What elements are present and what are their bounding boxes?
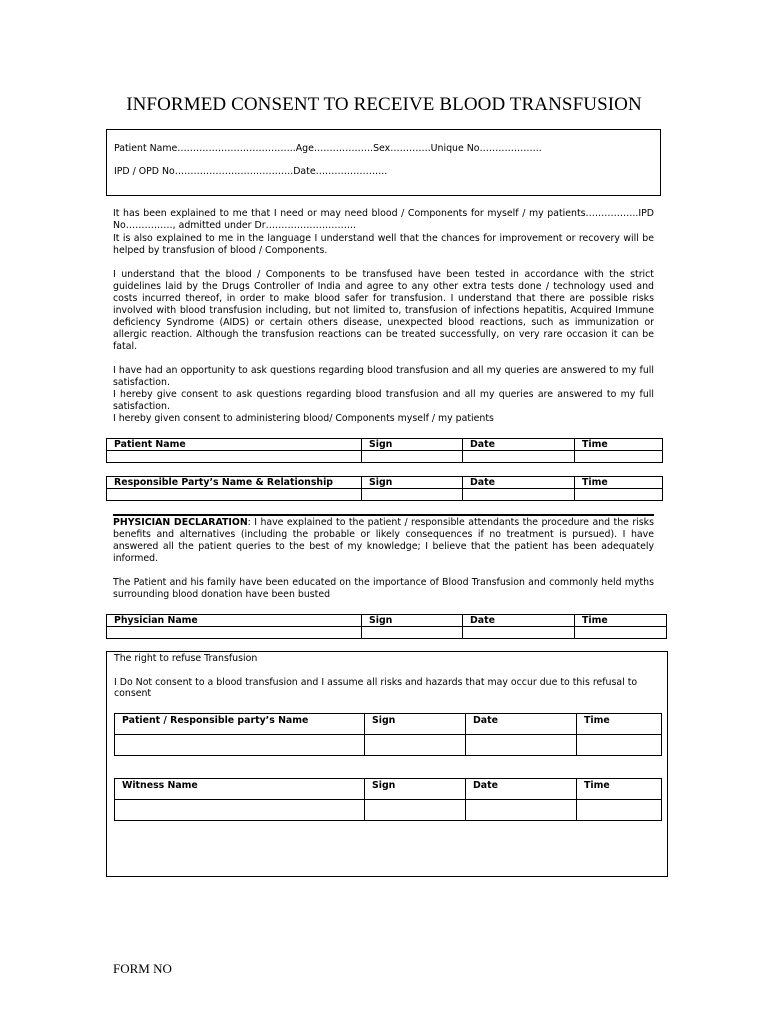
time-cell[interactable] xyxy=(575,627,667,639)
table-row xyxy=(107,627,667,639)
patient-sign-table xyxy=(106,438,663,463)
date-cell[interactable] xyxy=(463,489,575,501)
witness-name-header: Witness Name xyxy=(115,779,365,800)
consent-questions-paragraph: I hereby give consent to ask questions regarding blood transfusion and all my queries are answered to my full satisfaction. xyxy=(113,389,654,412)
sign-cell[interactable] xyxy=(362,489,463,501)
family-education-paragraph: The Patient and his family have been educated on the importance of Blood Transfusion and commonly held myths surrounding blood donation have been busted xyxy=(113,577,654,600)
time-cell[interactable] xyxy=(575,489,663,501)
patient-name-cell[interactable] xyxy=(107,451,362,463)
time-cell[interactable] xyxy=(575,451,663,463)
date-header: Date xyxy=(466,714,577,735)
date-header: Date xyxy=(463,477,575,489)
refusal-name-cell[interactable] xyxy=(115,735,365,756)
table-header-row xyxy=(107,615,667,627)
physician-declaration-heading: PHYSICIAN DECLARATION xyxy=(113,517,248,528)
date-cell[interactable] xyxy=(466,735,577,756)
sign-header: Sign xyxy=(362,477,463,489)
table-header-row xyxy=(115,779,662,800)
table-row xyxy=(107,489,663,501)
form-number: FORM NO xyxy=(113,961,172,976)
physician-sign-table xyxy=(106,614,667,639)
date-header: Date xyxy=(463,615,575,627)
sign-header: Sign xyxy=(362,439,463,451)
sign-cell[interactable] xyxy=(365,800,466,821)
risks-paragraph: I understand that the blood / Components to be transfused have been tested in accordance with the strict guidelines laid by the Drugs Controller of India and agree to any other extra tests done / technology used and costs incurred thereof, in order to make blood safer for transfusion. I understand that there are possible risks involved with blood transfusion including, but not limited to, transfusion of infections hepatitis, Acquired Immune deficiency Syndrome (AIDS) or certain others disease, unexpected blood reactions, such as immunization or allergic reaction. Although the transfusion reactions can be treated successfully, on very rare occasion it can be fatal. xyxy=(113,269,654,352)
patient-name-header: Patient Name xyxy=(107,439,362,451)
time-header: Time xyxy=(577,779,662,800)
date-cell[interactable] xyxy=(463,627,575,639)
patient-details-line-2[interactable]: IPD / OPD No………………………………..Date………………….. xyxy=(114,166,388,177)
responsible-name-header: Responsible Party’s Name & Relationship xyxy=(107,477,362,489)
time-cell[interactable] xyxy=(577,735,662,756)
patient-details-line-1[interactable]: Patient Name………………………………..Age……………….Sex………….Unique No……………….. xyxy=(114,143,542,154)
time-header: Time xyxy=(577,714,662,735)
form-title: INFORMED CONSENT TO RECEIVE BLOOD TRANSFUSION xyxy=(126,94,642,115)
responsible-party-table xyxy=(106,476,663,501)
sign-header: Sign xyxy=(365,779,466,800)
witness-sign-table xyxy=(114,778,662,821)
time-cell[interactable] xyxy=(577,800,662,821)
responsible-name-cell[interactable] xyxy=(107,489,362,501)
consent-administer-paragraph: I hereby given consent to administering blood/ Components myself / my patients xyxy=(113,413,494,424)
refuse-text: I Do Not consent to a blood transfusion and I assume all risks and hazards that may occur due to this refusal to consent xyxy=(114,677,638,699)
table-row xyxy=(115,735,662,756)
physician-name-cell[interactable] xyxy=(107,627,362,639)
time-header: Time xyxy=(575,615,667,627)
refusal-sign-table xyxy=(114,713,662,756)
sign-header: Sign xyxy=(362,615,463,627)
table-header-row xyxy=(115,714,662,735)
date-cell[interactable] xyxy=(466,800,577,821)
table-header-row xyxy=(107,477,663,489)
time-header: Time xyxy=(575,439,663,451)
language-paragraph: It is also explained to me in the language I understand well that the chances for improvement or recovery will be helped by transfusion of blood / Components. xyxy=(113,233,654,256)
section-divider xyxy=(113,514,654,516)
sign-header: Sign xyxy=(365,714,466,735)
date-header: Date xyxy=(466,779,577,800)
sign-cell[interactable] xyxy=(362,451,463,463)
patient-details-box xyxy=(106,129,661,196)
physician-declaration xyxy=(113,517,654,565)
physician-name-header: Physician Name xyxy=(107,615,362,627)
time-header: Time xyxy=(575,477,663,489)
refuse-heading: The right to refuse Transfusion xyxy=(114,653,258,664)
sign-cell[interactable] xyxy=(365,735,466,756)
date-cell[interactable] xyxy=(463,451,575,463)
table-row xyxy=(107,451,663,463)
physician-declaration-text: : I have explained to the patient / responsible attendants the procedure and the risks benefits and alternatives (including the probable or likely consequences if no treatment is pursued). I have answered all the patient queries to the best of my knowledge; I believe that the patient has been adequately informed. xyxy=(113,517,654,564)
table-row xyxy=(115,800,662,821)
date-header: Date xyxy=(463,439,575,451)
table-header-row xyxy=(107,439,663,451)
refusal-name-header: Patient / Responsible party’s Name xyxy=(115,714,365,735)
questions-paragraph: I have had an opportunity to ask questions regarding blood transfusion and all my queries are answered to my full satisfaction. xyxy=(113,365,654,388)
refuse-transfusion-box xyxy=(106,651,668,877)
explanation-paragraph: It has been explained to me that I need or may need blood / Components for myself / my patients……………..IPD No……………, admitted under Dr……………………….. xyxy=(113,208,654,231)
sign-cell[interactable] xyxy=(362,627,463,639)
witness-name-cell[interactable] xyxy=(115,800,365,821)
